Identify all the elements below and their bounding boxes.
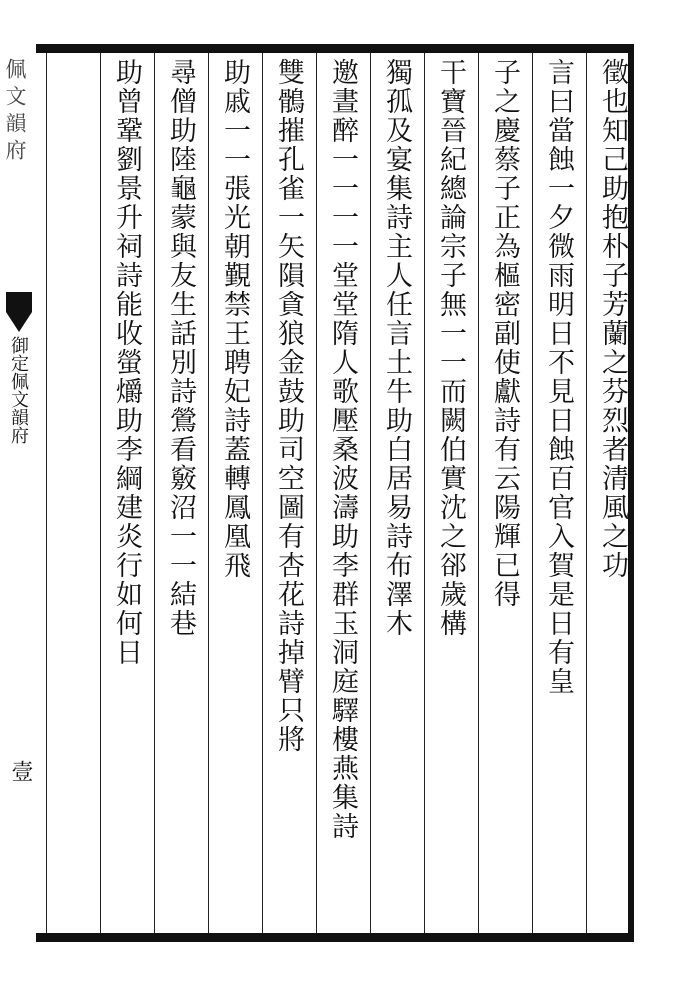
column-rule — [316, 53, 317, 933]
text-column-8: 助戚一一張光朝覲禁王聘妃詩蓋轉鳳凰飛 — [219, 58, 250, 580]
page-number: 壹 — [8, 760, 33, 782]
text-column-4: 干寶晉紀總論宗子無一一而闕伯實沈之郤歲構 — [435, 58, 466, 638]
column-rule — [208, 53, 209, 933]
column-rule — [154, 53, 155, 933]
column-rule — [262, 53, 263, 933]
fish-tail-mark-point — [6, 312, 32, 332]
text-column-5: 獨孤及宴集詩主人任言土牛助白居易詩布澤木 — [381, 58, 412, 638]
text-column-9: 尋僧助陸龜蒙與友生話別詩鶯看竅沼一一結巷 — [165, 58, 196, 638]
fish-tail-mark — [6, 292, 32, 312]
text-column-3: 子之慶蔡子正為樞密副使獻詩有云陽輝已得 — [489, 58, 520, 609]
margin-book-name: 御定佩文韻府 — [8, 336, 29, 444]
column-rule — [424, 53, 425, 933]
text-column-7: 雙鶻摧孔雀一矢隕貪狼金鼓助司空圖有杏花詩掉臂只將 — [273, 58, 304, 754]
margin-book-title: 佩文韻府 — [3, 58, 27, 166]
column-rule — [532, 53, 533, 933]
text-column-10: 助曾鞏劉景升祠詩能收螢爝助李綱建炎行如何日 — [111, 58, 142, 667]
column-rule — [478, 53, 479, 933]
column-rule — [370, 53, 371, 933]
column-rule — [100, 53, 101, 933]
text-column-1: 徵也知己助抱朴子芳蘭之芬烈者清風之功 — [597, 58, 628, 580]
text-column-6: 邀晝醉一一一一堂堂隋人歌壓桑波濤助李群玉洞庭驛樓燕集詩 — [327, 58, 358, 841]
text-column-2: 言曰當蝕一夕微雨明日不見日蝕百官入賀是日有皇 — [543, 58, 574, 696]
column-rule — [586, 53, 587, 933]
column-rule — [46, 53, 47, 933]
